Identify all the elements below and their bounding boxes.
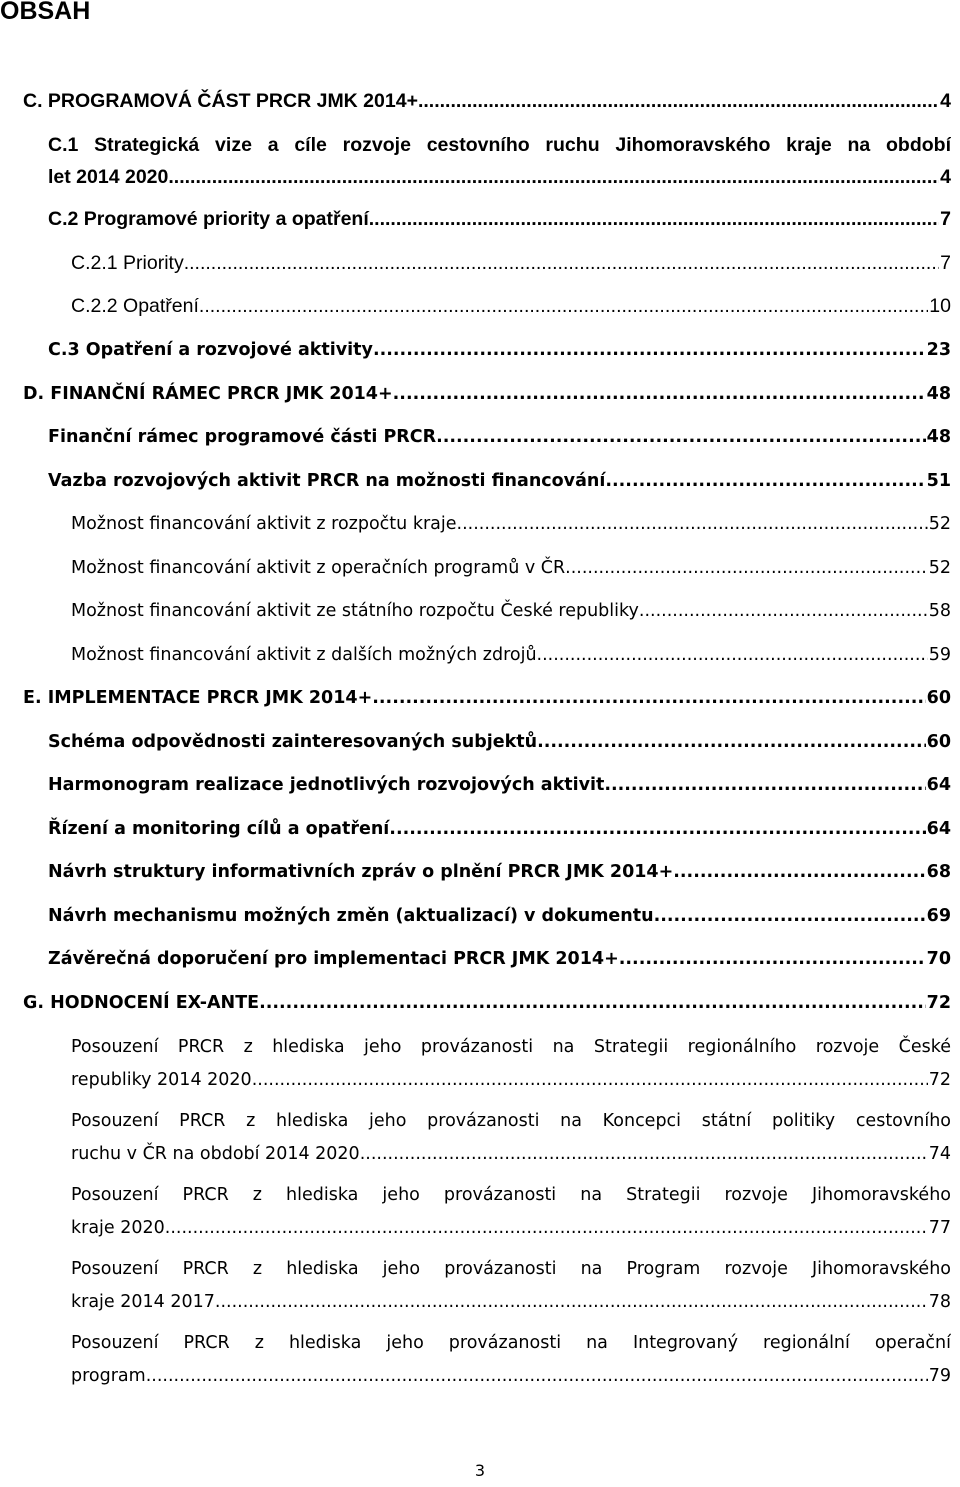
toc-page-number: 64 [926, 819, 951, 839]
toc-page-number: 48 [926, 384, 951, 404]
toc-entry-text: kraje 2020 [71, 1218, 165, 1238]
toc-entry[interactable] [23, 683, 951, 713]
toc-entry[interactable] [71, 1180, 951, 1243]
dot-leader [259, 988, 926, 1018]
toc-entry[interactable] [71, 553, 951, 583]
toc-entry-text: D. FINANČNÍ RÁMEC PRCR JMK 2014+ [23, 384, 393, 404]
dot-leader [457, 509, 928, 539]
dot-leader [604, 770, 925, 800]
toc-page-number: 79 [928, 1366, 951, 1386]
dot-leader [619, 944, 926, 974]
toc-entry-text-line1: Posouzení PRCR z hlediska jeho provázanosti na Program rozvoje Jihomoravského [71, 1259, 951, 1279]
toc-entry[interactable] [71, 1328, 951, 1391]
toc-entry[interactable] [71, 1106, 951, 1169]
toc-entry-text: Návrh mechanismu možných změn (aktualizací) v dokumentu [48, 906, 654, 926]
toc-entry-text-line1: Posouzení PRCR z hlediska jeho provázanosti na Strategii rozvoje Jihomoravského [71, 1185, 951, 1205]
dot-leader [252, 1065, 928, 1095]
toc-page-number: 72 [926, 993, 951, 1013]
toc-entry[interactable] [48, 422, 951, 452]
dot-leader [436, 422, 926, 452]
dot-leader [537, 640, 928, 670]
toc-entry-text: Vazba rozvojových aktivit PRCR na možnosti financování [48, 471, 606, 491]
toc-entry[interactable] [48, 204, 951, 234]
toc-entry-text: Možnost financování aktivit ze státního rozpočtu České republiky [71, 601, 639, 621]
toc-page-number: 10 [929, 295, 951, 317]
toc-entry-text-line1: Posouzení PRCR z hlediska jeho provázanosti na Integrovaný regionální operační [71, 1333, 951, 1353]
toc-entry-text: kraje 2014 2017 [71, 1292, 215, 1312]
toc-entry-text: Harmonogram realizace jednotlivých rozvojových aktivit [48, 775, 605, 795]
toc-entry-text: C. PROGRAMOVÁ ČÁST PRCR JMK 2014+ [23, 90, 418, 112]
toc-page-number: 52 [928, 558, 951, 578]
toc-entry[interactable] [48, 727, 951, 757]
toc-page-number: 7 [940, 252, 951, 274]
toc-entry[interactable] [48, 857, 951, 887]
toc-page-number: 78 [928, 1292, 951, 1312]
toc-entry-text-line1: C.1 Strategická vize a cíle rozvoje cestovního ruchu Jihomoravského kraje na období [48, 134, 951, 156]
toc-entry[interactable] [48, 130, 951, 192]
toc-page-number: 4 [940, 90, 951, 112]
toc-page-number: 69 [926, 906, 951, 926]
dot-leader [369, 204, 939, 234]
dot-leader [199, 291, 928, 321]
page-title: OBSAH [0, 0, 91, 25]
toc-entry[interactable] [23, 379, 951, 409]
toc-entry-text-line1: Posouzení PRCR z hlediska jeho provázanosti na Koncepci státní politiky cestovního [71, 1111, 951, 1131]
toc-entry-text: E. IMPLEMENTACE PRCR JMK 2014+ [23, 688, 373, 708]
toc-entry-text: republiky 2014 2020 [71, 1070, 252, 1090]
dot-leader [372, 683, 925, 713]
toc-entry[interactable] [71, 596, 951, 626]
toc-entry-text: Schéma odpovědnosti zainteresovaných subjektů [48, 732, 538, 752]
toc-page-number: 74 [928, 1144, 951, 1164]
toc-page-number: 48 [926, 427, 951, 447]
toc-page-number: 70 [926, 949, 951, 969]
dot-leader [605, 466, 925, 496]
dot-leader [565, 553, 928, 583]
toc-entry-text: Závěrečná doporučení pro implementaci PRCR JMK 2014+ [48, 949, 619, 969]
page-number: 3 [474, 1461, 486, 1480]
toc-page-number: 4 [940, 166, 951, 188]
toc-entry-text: Možnost financování aktivit z dalších možných zdrojů [71, 645, 537, 665]
dot-leader [673, 857, 925, 887]
toc-entry[interactable] [48, 335, 951, 365]
toc-page-number: 60 [926, 688, 951, 708]
toc-entry-text: G. HODNOCENÍ EX-ANTE [23, 993, 260, 1013]
dot-leader [146, 1361, 928, 1391]
toc-entry[interactable] [48, 770, 951, 800]
toc-entry[interactable] [71, 1032, 951, 1095]
toc-entry-text: C.3 Opatření a rozvojové aktivity [48, 340, 373, 360]
dot-leader [654, 901, 926, 931]
toc-entry[interactable] [71, 640, 951, 670]
toc-entry-text: C.2.1 Priority [71, 252, 184, 274]
dot-leader [393, 379, 926, 409]
toc-entry[interactable] [48, 944, 951, 974]
toc-entry[interactable] [48, 814, 951, 844]
toc-page-number: 23 [926, 340, 951, 360]
toc-entry-text: C.2 Programové priority a opatření [48, 208, 369, 230]
dot-leader [418, 86, 939, 116]
toc-entry[interactable] [71, 1254, 951, 1317]
toc-entry-text: let 2014 2020 [48, 166, 169, 188]
toc-page-number: 58 [928, 601, 951, 621]
dot-leader [360, 1139, 928, 1169]
toc-page-number: 51 [926, 471, 951, 491]
toc-entry-text: Možnost financování aktivit z rozpočtu kraje [71, 514, 457, 534]
toc-entry[interactable] [48, 901, 951, 931]
dot-leader [537, 727, 926, 757]
toc-page-number: 60 [926, 732, 951, 752]
dot-leader [165, 1213, 928, 1243]
toc-page-number: 72 [928, 1070, 951, 1090]
toc-entry[interactable] [71, 509, 951, 539]
toc-entry-text: Řízení a monitoring cílů a opatření [48, 819, 390, 839]
toc-entry-text: ruchu v ČR na období 2014 2020 [71, 1144, 360, 1164]
toc-entry-text: program [71, 1366, 146, 1386]
toc-entry[interactable] [23, 86, 951, 116]
toc-page-number: 64 [926, 775, 951, 795]
toc-entry-text: Finanční rámec programové části PRCR [48, 427, 437, 447]
toc-page-number: 7 [940, 208, 951, 230]
toc-page-number: 68 [926, 862, 951, 882]
toc-entry[interactable] [23, 988, 951, 1018]
dot-leader [215, 1287, 928, 1317]
toc-entry-text: Možnost financování aktivit z operačních programů v ČR [71, 558, 566, 578]
toc-page-number: 77 [928, 1218, 951, 1238]
dot-leader [184, 248, 939, 278]
toc-entry[interactable] [48, 466, 951, 496]
dot-leader [639, 596, 928, 626]
dot-leader [389, 814, 925, 844]
toc-entry[interactable] [71, 291, 951, 321]
dot-leader [373, 335, 926, 365]
toc-entry-text: C.2.2 Opatření [71, 295, 199, 317]
dot-leader [168, 162, 939, 192]
toc-page-number: 52 [928, 514, 951, 534]
toc-entry-text-line1: Posouzení PRCR z hlediska jeho provázanosti na Strategii regionálního rozvoje České [71, 1037, 951, 1057]
toc-entry-text: Návrh struktury informativních zpráv o plnění PRCR JMK 2014+ [48, 862, 674, 882]
toc-entry[interactable] [71, 248, 951, 278]
toc-page-number: 59 [928, 645, 951, 665]
